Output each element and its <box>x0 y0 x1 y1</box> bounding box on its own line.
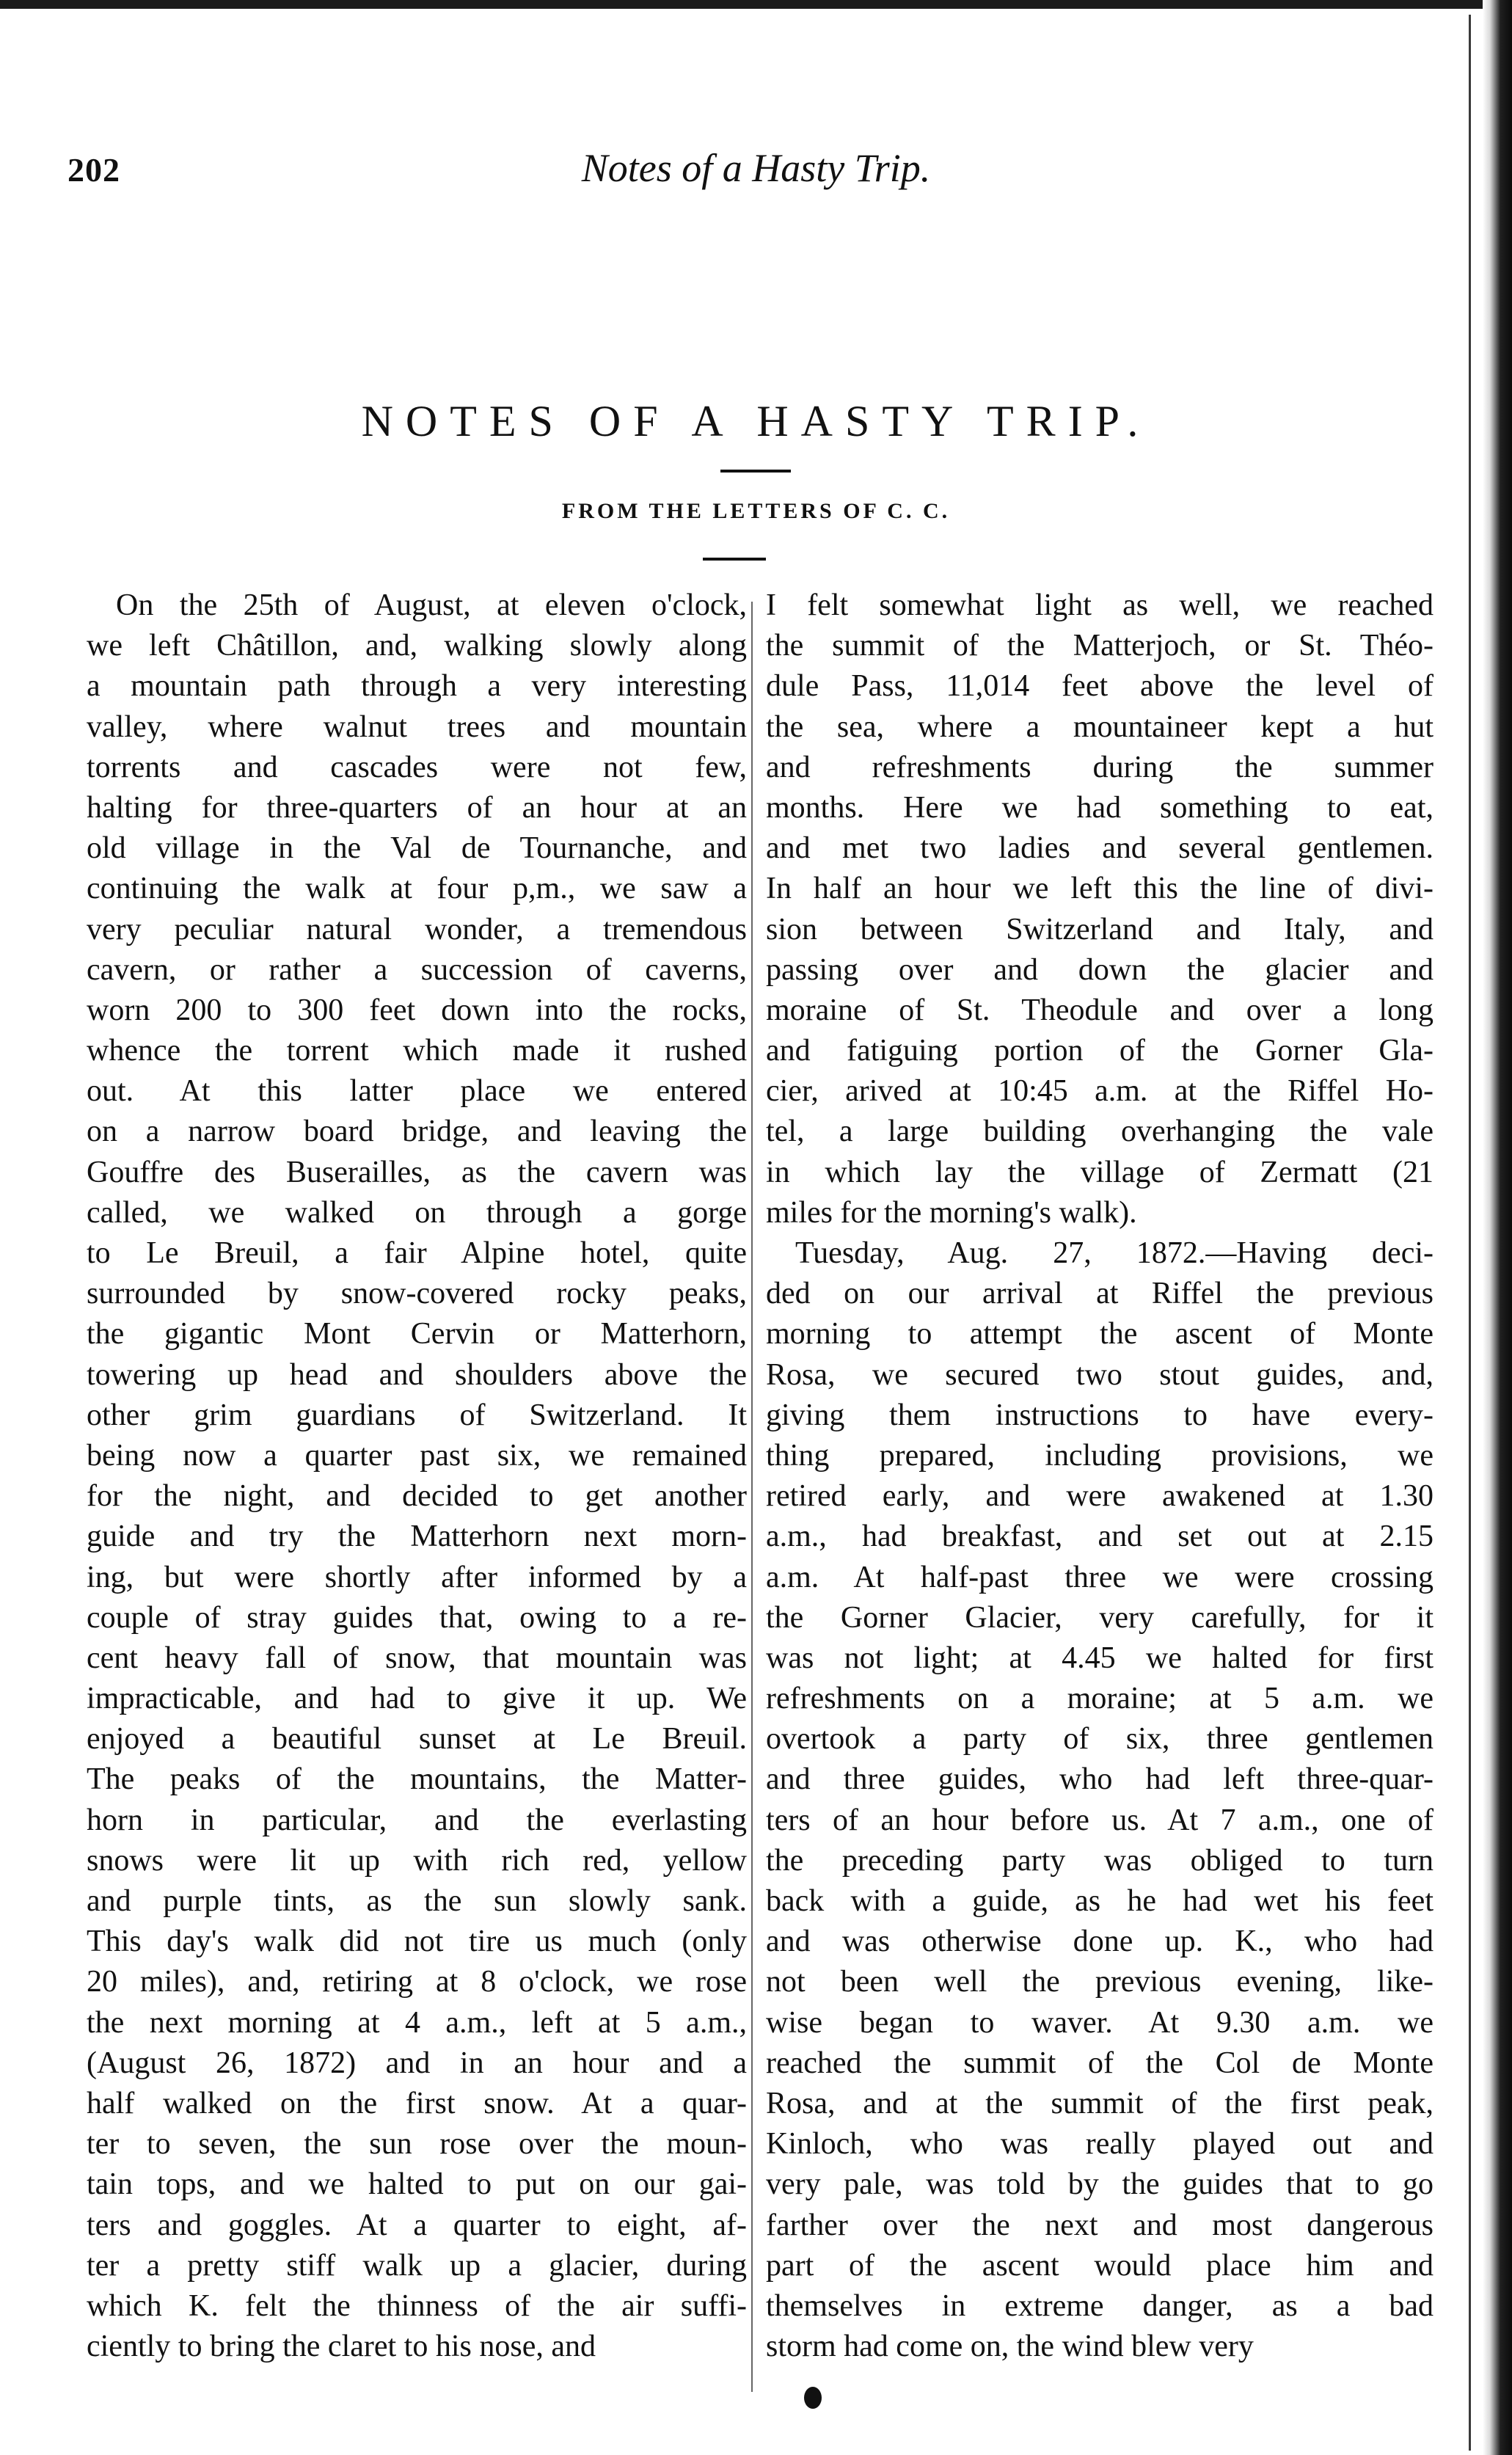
text-line: couple of stray guides that, owing to a re- <box>87 1600 747 1635</box>
text-line: we left Châtillon, and, walking slowly along <box>87 629 747 663</box>
text-line: and purple tints, as the sun slowly sank. <box>87 1884 747 1918</box>
text-line: very peculiar natural wonder, a tremendous <box>87 912 747 946</box>
text-line: ters of an hour before us. At 7 a.m., one of <box>766 1803 1434 1837</box>
text-line: In half an hour we left this the line of divi- <box>766 872 1434 906</box>
text-line: very pale, was told by the guides that to go <box>766 2167 1434 2202</box>
column-divider <box>751 602 753 2392</box>
text-line: passing over and down the glacier and <box>766 952 1434 987</box>
text-line: a.m. At half-past three we were crossing <box>766 1560 1434 1594</box>
text-line: the next morning at 4 a.m., left at 5 a.m., <box>87 2005 747 2040</box>
running-head: Notes of a Hasty Trip. <box>581 146 931 190</box>
text-line: and three guides, who had left three-quar- <box>766 1762 1434 1797</box>
text-line: storm had come on, the wind blew very <box>766 2330 1254 2364</box>
text-line: the Gorner Glacier, very carefully, for it <box>766 1600 1434 1635</box>
text-line: wise began to waver. At 9.30 a.m. we <box>766 2005 1434 2040</box>
text-line: miles for the morning's walk). <box>766 1195 1137 1230</box>
left-column <box>87 586 747 2367</box>
text-line: cent heavy fall of snow, that mountain was <box>87 1641 747 1675</box>
text-line: Tuesday, Aug. 27, 1872.—Having deci- <box>795 1236 1434 1270</box>
text-line: not been well the previous evening, like- <box>766 1965 1434 1999</box>
text-line: old village in the Val de Tournanche, and <box>87 831 747 866</box>
text-line: was not light; at 4.45 we halted for first <box>766 1641 1434 1675</box>
text-line: Gouffre des Buserailles, as the cavern was <box>87 1155 747 1189</box>
text-line: and was otherwise done up. K., who had <box>766 1925 1434 1959</box>
text-line: part of the ascent would place him and <box>766 2248 1434 2283</box>
text-line: reached the summit of the Col de Monte <box>766 2046 1434 2080</box>
text-line: and met two ladies and several gentlemen. <box>766 831 1434 866</box>
text-line: ciently to bring the claret to his nose, and <box>87 2330 596 2364</box>
text-line: ters and goggles. At a quarter to eight, af- <box>87 2208 747 2242</box>
text-line: This day's walk did not tire us much (only <box>87 1925 747 1959</box>
text-line: the summit of the Matterjoch, or St. Théo- <box>766 629 1434 663</box>
text-line: tel, a large building overhanging the vale <box>766 1115 1434 1149</box>
title-rule <box>720 470 791 473</box>
text-line: enjoyed a beautiful sunset at Le Breuil. <box>87 1722 747 1757</box>
text-line: cavern, or rather a succession of caverns, <box>87 952 747 987</box>
right-column <box>766 586 1434 2367</box>
text-line: worn 200 to 300 feet down into the rocks, <box>87 993 747 1027</box>
text-line: which K. felt the thinness of the air suffi- <box>87 2288 747 2323</box>
text-line: farther over the next and most dangerous <box>766 2208 1434 2242</box>
scan-right-edge <box>1483 0 1512 2455</box>
text-line: a mountain path through a very interesting <box>87 669 747 704</box>
text-line: impracticable, and had to give it up. We <box>87 1682 747 1716</box>
page-number: 202 <box>67 151 120 189</box>
text-line: valley, where walnut trees and mountain <box>87 709 747 744</box>
text-line: and refreshments during the summer <box>766 750 1434 784</box>
text-line: Rosa, and at the summit of the first peak, <box>766 2086 1434 2120</box>
text-line: in which lay the village of Zermatt (21 <box>766 1155 1434 1189</box>
text-line: ing, but were shortly after informed by a <box>87 1560 747 1594</box>
text-line: the preceding party was obliged to turn <box>766 1843 1434 1878</box>
text-line: being now a quarter past six, we remained <box>87 1438 747 1473</box>
text-line: themselves in extreme danger, as a bad <box>766 2288 1434 2323</box>
text-line: other grim guardians of Switzerland. It <box>87 1398 747 1432</box>
text-line: ded on our arrival at Riffel the previous <box>766 1277 1434 1311</box>
text-line: to Le Breuil, a fair Alpine hotel, quite <box>87 1236 747 1270</box>
text-line: Kinloch, who was really played out and <box>766 2127 1434 2162</box>
text-line: retired early, and were awakened at 1.30 <box>766 1479 1434 1514</box>
text-line: back with a guide, as he had wet his feet <box>766 1884 1434 1918</box>
text-line: horn in particular, and the everlasting <box>87 1803 747 1837</box>
text-line: guide and try the Matterhorn next morn- <box>87 1520 747 1554</box>
text-line: Rosa, we secured two stout guides, and, <box>766 1357 1434 1392</box>
subtitle-rule <box>703 558 766 561</box>
text-line: and fatiguing portion of the Gorner Gla- <box>766 1034 1434 1068</box>
text-line: whence the torrent which made it rushed <box>87 1034 747 1068</box>
text-line: surrounded by snow-covered rocky peaks, <box>87 1277 747 1311</box>
text-line: (August 26, 1872) and in an hour and a <box>87 2046 747 2080</box>
text-line: tain tops, and we halted to put on our gai- <box>87 2167 747 2202</box>
text-line: months. Here we had something to eat, <box>766 790 1434 825</box>
text-line: continuing the walk at four p,m., we saw a <box>87 872 747 906</box>
article-subtitle: FROM THE LETTERS OF C. C. <box>561 499 951 523</box>
text-line: towering up head and shoulders above the <box>87 1357 747 1392</box>
text-line: ter a pretty stiff walk up a glacier, during <box>87 2248 747 2283</box>
article-title: NOTES OF A HASTY TRIP. <box>361 397 1151 445</box>
text-line: thing prepared, including provisions, we <box>766 1438 1434 1473</box>
text-line: the sea, where a mountaineer kept a hut <box>766 709 1434 744</box>
text-line: half walked on the first snow. At a quar- <box>87 2086 747 2120</box>
text-line: the gigantic Mont Cervin or Matterhorn, <box>87 1317 747 1351</box>
text-line: giving them instructions to have every- <box>766 1398 1434 1432</box>
text-line: overtook a party of six, three gentlemen <box>766 1722 1434 1757</box>
text-line: morning to attempt the ascent of Monte <box>766 1317 1434 1351</box>
text-line: for the night, and decided to get another <box>87 1479 747 1514</box>
text-line: halting for three-quarters of an hour at an <box>87 790 747 825</box>
page-margin-line <box>1469 15 1471 2451</box>
ink-blot <box>804 2387 822 2409</box>
scan-top-edge <box>0 0 1512 9</box>
text-line: refreshments on a moraine; at 5 a.m. we <box>766 1682 1434 1716</box>
text-line: I felt somewhat light as well, we reached <box>766 588 1434 622</box>
text-line: on a narrow board bridge, and leaving the <box>87 1115 747 1149</box>
text-line: cier, arived at 10:45 a.m. at the Riffel Ho- <box>766 1074 1434 1109</box>
text-line: 20 miles), and, retiring at 8 o'clock, we rose <box>87 1965 747 1999</box>
text-line: The peaks of the mountains, the Matter- <box>87 1762 747 1797</box>
text-line: snows were lit up with rich red, yellow <box>87 1843 747 1878</box>
text-line: out. At this latter place we entered <box>87 1074 747 1109</box>
text-line: ter to seven, the sun rose over the moun- <box>87 2127 747 2162</box>
text-line: sion between Switzerland and Italy, and <box>766 912 1434 946</box>
text-line: On the 25th of August, at eleven o'clock, <box>116 588 747 622</box>
text-line: a.m., had breakfast, and set out at 2.15 <box>766 1520 1434 1554</box>
text-line: moraine of St. Theodule and over a long <box>766 993 1434 1027</box>
text-line: torrents and cascades were not few, <box>87 750 747 784</box>
text-line: dule Pass, 11,014 feet above the level of <box>766 669 1434 704</box>
text-line: called, we walked on through a gorge <box>87 1195 747 1230</box>
